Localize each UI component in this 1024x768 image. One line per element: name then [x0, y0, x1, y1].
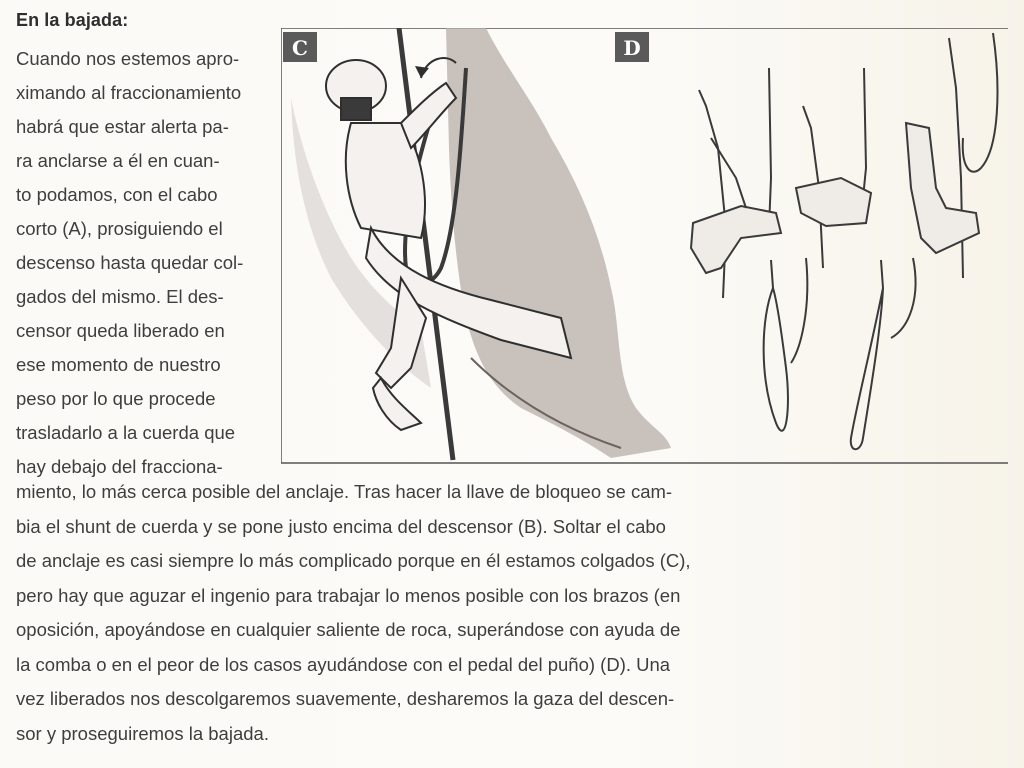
text-line: trasladarlo a la cuerda que: [16, 422, 236, 443]
text-line: sor y proseguiremos la bajada.: [16, 722, 269, 744]
panel-d-label: D: [623, 36, 641, 60]
text-line: la comba o en el peor de los casos ayudándose con el pedal del puño) (D). Una: [16, 653, 671, 675]
sketch-boot-2: [796, 68, 871, 268]
text-line: censor queda liberado en: [16, 320, 225, 341]
text-line: descenso hasta quedar col-: [16, 252, 244, 273]
arrow-head-icon: [415, 66, 429, 78]
rope-line: [963, 33, 998, 172]
text-line: ra anclarse a él en cuan-: [16, 150, 220, 171]
sketch-rope-4: [764, 258, 808, 431]
text-line: to podamos, con el cabo: [16, 184, 218, 205]
rope-line: [891, 258, 916, 338]
text-line: corto (A), prosiguiendo el: [16, 218, 223, 239]
rope-line: [711, 138, 746, 208]
rope-loop: [851, 260, 883, 449]
text-line: ese momento de nuestro: [16, 354, 221, 375]
illustration-figure: [281, 28, 1008, 464]
rope-loop: [764, 260, 788, 431]
text-line: Cuando nos estemos apro-: [16, 48, 240, 69]
text-line: gados del mismo. El des-: [16, 286, 224, 307]
boot-icon: [691, 206, 781, 273]
panel-d-drawing: [691, 33, 997, 449]
text-line: oposición, apoyándose en cualquier saliente de roca, superándose con ayuda de: [16, 619, 681, 640]
rope-line: [769, 68, 771, 228]
rock-wall-shape: [446, 28, 671, 458]
boot-icon: [796, 178, 871, 226]
illustration-svg: [281, 28, 1008, 464]
boot-shape: [373, 378, 421, 430]
leg-icon: [906, 123, 979, 253]
text-line: pero hay que aguzar el ingenio para trabajar lo menos posible con los brazos (en: [16, 584, 681, 606]
full-width-text: [16, 475, 796, 751]
sketch-rope-5: [851, 258, 916, 449]
text-line: miento, lo más cerca posible del anclaje. Tras hacer la llave de bloqueo se cam-: [16, 481, 673, 502]
text-line: vez liberados nos descolgaremos suavemente, desharemos la gaza del descen-: [16, 688, 675, 709]
sketch-boot-1: [691, 68, 781, 298]
text-line: de anclaje es casi siempre lo más complicado porque en él estamos colgados (C),: [16, 550, 691, 571]
face-shape: [341, 98, 371, 120]
rope-line: [791, 258, 807, 363]
sketch-leg-3: [906, 33, 997, 278]
text-line: hay debajo del fracciona-: [16, 456, 223, 477]
panel-c-label: C: [292, 36, 308, 60]
panel-c-drawing: [291, 28, 671, 460]
text-line: peso por lo que procede: [16, 388, 216, 409]
text-line: habrá que estar alerta pa-: [16, 116, 229, 137]
narrow-column-text: [16, 42, 266, 484]
text-line: bia el shunt de cuerda y se pone justo encima del descensor (B). Soltar el cabo: [16, 515, 666, 537]
section-heading: En la bajada:: [16, 10, 129, 30]
text-line: ximando al fraccionamiento: [16, 82, 242, 103]
